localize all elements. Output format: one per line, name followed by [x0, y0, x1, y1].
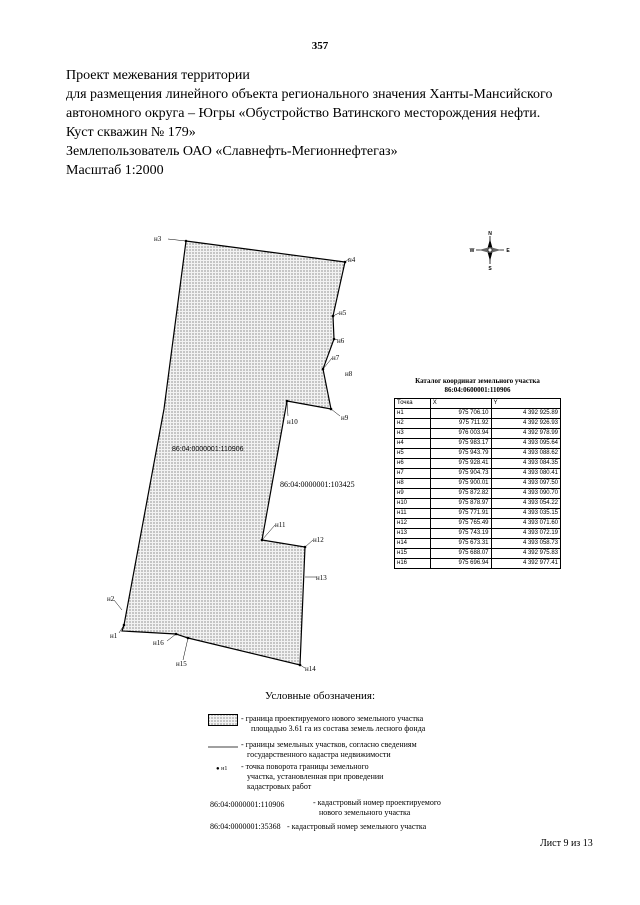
table-row	[395, 499, 561, 509]
point-cell: н10	[395, 499, 431, 509]
point-label: н11	[275, 521, 286, 529]
point-label: н16	[153, 639, 164, 647]
point-cell: н16	[395, 559, 431, 569]
x-cell: 975 765.49	[430, 519, 491, 529]
point-label: н10	[287, 418, 298, 426]
legend-text: нового земельного участка	[319, 808, 411, 817]
x-cell: 975 771.91	[430, 509, 491, 519]
x-cell: 975 983.17	[430, 439, 491, 449]
table-row	[395, 479, 561, 489]
legend-title: Условные обозначения:	[264, 690, 376, 702]
point-label: н8	[345, 370, 353, 378]
legend-text: государственного кадастра недвижимости	[247, 750, 391, 759]
table-header-row	[395, 399, 561, 409]
point-cell: н2	[395, 419, 431, 429]
point-label: н1	[110, 632, 118, 640]
y-cell: 4 393 054.22	[491, 499, 560, 509]
legend-item-number: - кадастровый номер земельного участка	[287, 822, 427, 831]
table-row	[395, 489, 561, 499]
table-row	[395, 419, 561, 429]
legend-text: участка, установленная при проведении	[247, 772, 384, 781]
table-row	[395, 409, 561, 419]
legend-point-marker: ● н1	[216, 766, 228, 772]
page-number: 357	[311, 40, 329, 52]
point-label: н13	[316, 574, 327, 582]
catalog-table	[394, 398, 561, 569]
point-cell: н6	[395, 459, 431, 469]
legend-item-new-number	[313, 798, 441, 818]
x-cell: 975 673.31	[430, 539, 491, 549]
catalog-title: Каталог координат земельного участка	[415, 377, 540, 385]
point-cell: н9	[395, 489, 431, 499]
header-line: для размещения линейного объекта регионального значения Ханты-Мансийского	[66, 87, 553, 102]
point-cell: н4	[395, 439, 431, 449]
x-cell: 975 696.94	[430, 559, 491, 569]
y-cell: 4 392 977.41	[491, 559, 560, 569]
legend-text: - граница проектируемого нового земельного участка	[241, 714, 424, 723]
legend-text: кадастровых работ	[247, 782, 312, 791]
table-row	[395, 529, 561, 539]
x-cell: 975 711.92	[430, 419, 491, 429]
y-cell: 4 393 058.73	[491, 539, 560, 549]
y-cell: 4 393 035.15	[491, 509, 560, 519]
y-cell: 4 393 095.64	[491, 439, 560, 449]
y-cell: 4 393 097.50	[491, 479, 560, 489]
point-label: н12	[313, 536, 324, 544]
y-cell: 4 393 090.70	[491, 489, 560, 499]
table-row	[395, 469, 561, 479]
x-cell: 975 743.19	[430, 529, 491, 539]
table-row	[395, 459, 561, 469]
y-cell: 4 393 080.41	[491, 469, 560, 479]
compass-w: W	[469, 248, 475, 254]
table-row	[395, 539, 561, 549]
legend-text: - точка поворота границы земельного	[241, 762, 369, 771]
point-cell: н15	[395, 549, 431, 559]
column-header: Y	[491, 399, 560, 409]
y-cell: 4 393 088.62	[491, 449, 560, 459]
header-line: Землепользователь ОАО «Славнефть-Мегионнефтегаз»	[66, 144, 398, 159]
y-cell: 4 393 084.35	[491, 459, 560, 469]
x-cell: 975 904.73	[430, 469, 491, 479]
table-row	[395, 509, 561, 519]
point-cell: н5	[395, 449, 431, 459]
legend-text: - кадастровый номер проектируемого	[313, 798, 441, 807]
coordinate-catalog	[394, 377, 561, 569]
compass-s: S	[488, 266, 492, 270]
legend-code: 86:04:0000001:110906	[210, 800, 285, 809]
x-cell: 975 706.10	[430, 409, 491, 419]
column-header: X	[430, 399, 491, 409]
header-line: Масштаб 1:2000	[66, 163, 164, 178]
point-label: н15	[176, 660, 187, 668]
legend-item-boundaries	[241, 740, 417, 760]
legend-hatch-swatch	[208, 714, 238, 726]
point-label: н7	[332, 354, 340, 362]
y-cell: 4 392 975.83	[491, 549, 560, 559]
x-cell: 975 900.01	[430, 479, 491, 489]
legend-text: н1	[221, 766, 228, 772]
legend-item-new-parcel	[241, 714, 425, 734]
x-cell: 975 928.41	[430, 459, 491, 469]
legend-item-point	[241, 762, 383, 792]
point-cell: н12	[395, 519, 431, 529]
legend-code: 86:04:0000001:35368	[210, 822, 281, 831]
point-cell: н1	[395, 409, 431, 419]
point-cell: н3	[395, 429, 431, 439]
point-cell: н8	[395, 479, 431, 489]
point-label: н5	[339, 309, 347, 317]
header-line: Проект межевания территории	[66, 68, 250, 83]
x-cell: 975 878.97	[430, 499, 491, 509]
x-cell: 975 943.79	[430, 449, 491, 459]
x-cell: 975 688.07	[430, 549, 491, 559]
y-cell: 4 393 071.60	[491, 519, 560, 529]
compass-n: N	[488, 231, 492, 237]
point-cell: н11	[395, 509, 431, 519]
neighbor-cadastral-label: 86:04:0000001:103425	[280, 480, 355, 489]
y-cell: 4 392 925.89	[491, 409, 560, 419]
parcel-polygon	[122, 241, 345, 665]
legend-text: площадью 3.61 га из состава земель лесного фонда	[251, 724, 426, 733]
parcel-cadastral-label: 86:04:0000001:110906	[172, 446, 244, 453]
point-cell: н14	[395, 539, 431, 549]
y-cell: 4 392 926.93	[491, 419, 560, 429]
y-cell: 4 392 978.99	[491, 429, 560, 439]
point-cell: н7	[395, 469, 431, 479]
point-label: н9	[341, 414, 349, 422]
x-cell: 976 003.94	[430, 429, 491, 439]
point-label: н2	[107, 595, 115, 603]
table-row	[395, 429, 561, 439]
compass-e: E	[506, 248, 510, 254]
x-cell: 975 872.82	[430, 489, 491, 499]
header-line: автономного округа – Югры «Обустройство Ватинского месторождения нефти.	[66, 106, 541, 121]
table-row	[395, 449, 561, 459]
legend-line-swatch	[208, 744, 238, 750]
column-header: Точка	[395, 399, 431, 409]
point-label: н3	[154, 235, 162, 243]
catalog-subtitle: 86:04:0600001:110906	[444, 386, 511, 394]
table-row	[395, 439, 561, 449]
sheet-number: Лист 9 из 13	[540, 838, 593, 849]
header-line: Куст скважин № 179»	[66, 125, 196, 140]
table-row	[395, 559, 561, 569]
legend-text: - границы земельных участков, согласно сведениям	[241, 740, 417, 749]
point-label: н4	[348, 256, 356, 264]
y-cell: 4 393 072.19	[491, 529, 560, 539]
point-cell: н13	[395, 529, 431, 539]
table-row	[395, 549, 561, 559]
point-label: н14	[305, 665, 316, 673]
table-row	[395, 519, 561, 529]
point-label: н6	[337, 337, 345, 345]
